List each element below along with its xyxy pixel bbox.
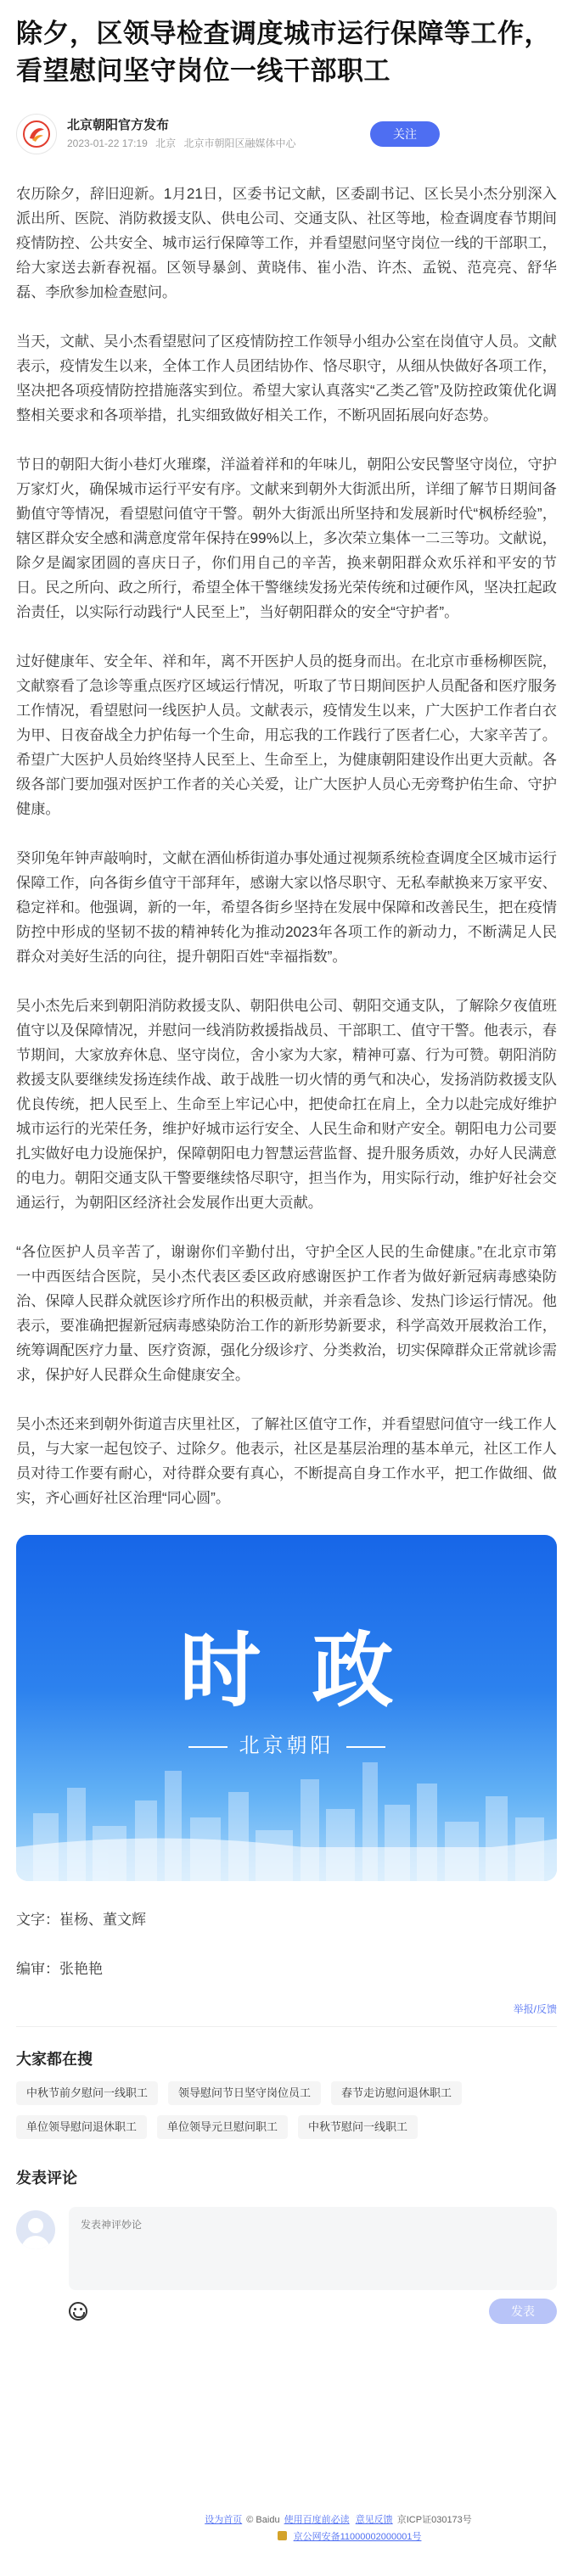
- paragraph: 农历除夕，辞旧迎新。1月21日，区委书记文献，区委副书记、区长吴小杰分别深入派出所、医院、消防救援支队、供电公司、交通支队、社区等地，检查调度春节期间疫情防控、公共安全、城市运行保障等工作，并看望慰问坚守岗位一线的干部职工，给大家送去新春祝福。区领导暴剑、黄晓伟、崔小浩、许杰、孟锐、范亮亮、舒华磊、李欣参加检查慰问。: [16, 185, 557, 300]
- related-searches-title: 大家都在搜: [16, 2051, 93, 2068]
- report-feedback-link[interactable]: 举报/反馈: [513, 2003, 557, 2015]
- author-info: [67, 116, 370, 152]
- banner-subtitle: 北京朝阳: [16, 1728, 557, 1758]
- chaoyang-logo-icon: [22, 120, 51, 148]
- author-name[interactable]: 北京朝阳官方发布: [67, 118, 170, 132]
- paragraph: 当天，文献、吴小杰看望慰问了区疫情防控工作领导小组办公室在岗值守人员。文献表示，疫情发生以来，全体工作人员团结协作、恪尽职守，从细从快做好各项工作，坚决把各项疫情防控措施落实到位。希望大家认真落实“乙类乙管”及防控政策优化调整相关要求和各项举措，扎实细致做好相关工作，不断巩固拓展向好态势。: [16, 333, 557, 423]
- article-title: 除夕，区领导检查调度城市运行保障等工作，看望慰问坚守岗位一线干部职工: [16, 19, 551, 86]
- credits: [16, 1908, 557, 1981]
- user-avatar: [16, 2210, 55, 2249]
- comment-actions: [16, 2299, 557, 2324]
- paragraph: 过好健康年、安全年、祥和年，离不开医护人员的挺身而出。在北京市垂杨柳医院，文献察看了急诊等重点医疗区域运行情况，听取了节日期间医护人员配备和医疗服务工作情况，看望慰问一线医护人员。文献表示，疫情发生以来，广大医护工作者白衣为甲、日夜奋战全力护佑每一个生命，用忘我的工作践行了医者仁心，大家辛苦了。希望广大医护人员始终坚持人民至上、生命至上，为健康朝阳建设作出更大贡献。各级各部门要加强对医护工作者的关心关爱，让广大医护人员心无旁骛护佑生命、守护健康。: [16, 652, 557, 817]
- publish-location: 北京: [155, 137, 177, 149]
- related-tag[interactable]: 单位领导元旦慰问职工: [157, 2115, 288, 2139]
- footer-icp: 京ICP证030173号: [396, 2515, 472, 2525]
- related-tag[interactable]: 中秋节前夕慰问一线职工: [16, 2081, 158, 2105]
- banner-title: 时政: [179, 1622, 445, 1718]
- banner-image: [16, 1535, 557, 1881]
- related-tag[interactable]: 春节走访慰问退休职工: [331, 2081, 462, 2105]
- footer-police: [0, 2528, 573, 2545]
- paragraph: 节日的朝阳大街小巷灯火璀璨，洋溢着祥和的年味儿，朝阳公安民警坚守岗位，守护万家灯火，确保城市运行平安有序。文献来到朝外大街派出所，详细了解节日期间备勤值守等情况，看望慰问值守干警。朝外大街派出所坚持和发展新时代“枫桥经验”，辖区群众安全感和满意度常年保持在99%以上，多次荣立集体一二三等功。文献说，除夕是阖家团圆的喜庆日子，你们用自己的辛苦，换来朝阳群众欢乐祥和平安的节日。民之所向、政之所行，希望全体干警继续发扬光荣传统和过硬作风，坚决扛起政治责任，以实际行动践行“人民至上”，当好朝阳群众的安全“守护者”。: [16, 456, 557, 620]
- divider: [16, 2026, 557, 2027]
- paragraph: 吴小杰还来到朝外街道吉庆里社区，了解社区值守工作，并看望慰问值守一线工作人员，与大家一起包饺子、过除夕。他表示，社区是基层治理的基本单元，社区工作人员对待工作要有耐心，对待群众要有真心，不断提高自身工作水平，把工作做细、做实，齐心画好社区治理“同心圆”。: [16, 1415, 557, 1506]
- paragraph: 吴小杰先后来到朝阳消防救援支队、朝阳供电公司、朝阳交通支队，了解除夕夜值班值守以及保障情况，并慰问一线消防救援指战员、干部职工、值守干警。他表示，春节期间，大家放弃休息、坚守岗位，舍小家为大家，精神可嘉、行为可赞。朝阳消防救援支队要继续发扬连续作战、敢于战胜一切火情的勇气和决心，发扬消防救援支队优良传统，把人民至上、生命至上牢记心中，把使命扛在肩上，全力以赴完成好维护城市运行的光荣任务，维护好城市运行安全、人民生命和财产安全。朝阳电力公司要扎实做好电力设施保护，保障朝阳电力智慧运营监督、提升服务质效，办好人民满意的电力。朝阳交通支队干警要继续恪尽职守，担当作为，用实际行动，维护好社会交通运行，为朝阳区经济社会发展作出更大贡献。: [16, 997, 557, 1211]
- related-tag[interactable]: 领导慰问节日坚守岗位员工: [168, 2081, 321, 2105]
- footer-link-terms[interactable]: 使用百度前必读: [284, 2515, 350, 2525]
- related-tag[interactable]: 单位领导慰问退休职工: [16, 2115, 147, 2139]
- author-meta: [67, 135, 370, 152]
- related-tags: [16, 2081, 557, 2149]
- article-content: [16, 182, 557, 1510]
- footer-link-homepage[interactable]: 设为首页: [205, 2515, 243, 2525]
- police-badge-icon: [278, 2531, 287, 2540]
- follow-button[interactable]: 关注: [370, 121, 440, 147]
- footer: [0, 2512, 573, 2545]
- emoji-icon[interactable]: [69, 2302, 87, 2321]
- comment-input[interactable]: [69, 2207, 557, 2290]
- author-credit: 文字：崔杨、董文辉: [16, 1912, 146, 1928]
- footer-police-link[interactable]: 京公网安备11000002000001号: [293, 2532, 422, 2542]
- footer-link-feedback[interactable]: 意见反馈: [355, 2515, 393, 2525]
- footer-copyright: © Baidu: [246, 2515, 280, 2525]
- author-avatar[interactable]: [16, 114, 57, 154]
- related-tag[interactable]: 中秋节慰问一线职工: [298, 2115, 418, 2139]
- paragraph: 癸卯兔年钟声敲响时，文献在酒仙桥街道办事处通过视频系统检查调度全区城市运行保障工作，向各街乡值守干部拜年，感谢大家以恪尽职守、无私奉献换来万家平安、稳定祥和。他强调，新的一年，希望各街乡坚持在发展中保障和改善民生，把在疫情防控中形成的坚韧不拔的精神转化为推动2023年各项工作的新动力，不断满足人民群众对美好生活的向往，提升朝阳百姓“幸福指数”。: [16, 849, 557, 965]
- city-skyline-illustration: [16, 1754, 557, 1881]
- comments-title: 发表评论: [16, 2170, 77, 2187]
- author-row: [16, 112, 557, 156]
- send-comment-button[interactable]: 发表: [489, 2299, 557, 2324]
- comment-area: [16, 2207, 557, 2290]
- paragraph: “各位医护人员辛苦了，谢谢你们辛勤付出，守护全区人民的生命健康。”在北京市第一中西医结合医院，吴小杰代表区委区政府感谢医护工作者为做好新冠病毒感染防治、保障人民群众就医诊疗所作出的积极贡献，并亲看急诊、发热门诊运行情况。他表示，要准确把握新冠病毒感染防治工作的新形势新要求，科学高效开展救治工作，统筹调配医疗力量、医疗资源，强化分级诊疗、分类救治，切实保障群众正常就诊需求，保护好人民群众生命健康安全。: [16, 1243, 557, 1383]
- publisher-org: 北京市朝阳区融媒体中心: [183, 137, 296, 149]
- footer-links: [0, 2512, 573, 2528]
- publish-date: 2023-01-22 17:19: [67, 137, 148, 149]
- editor-credit: 编审：张艳艳: [16, 1961, 103, 1977]
